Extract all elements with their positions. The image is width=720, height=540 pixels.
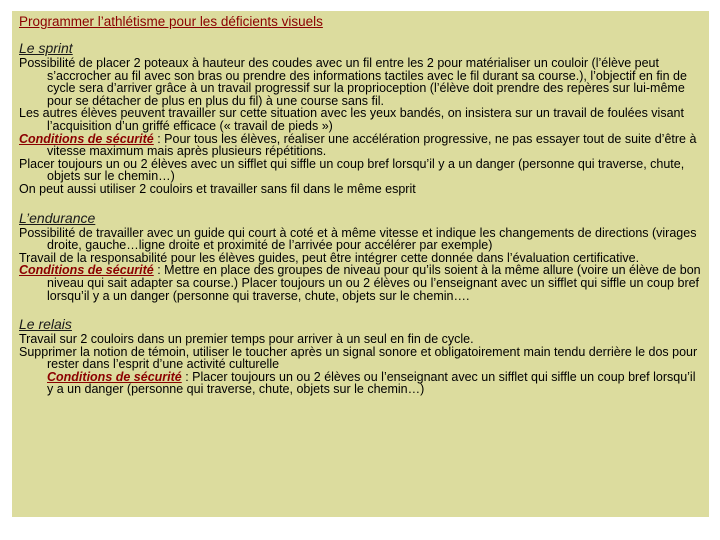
section-heading-endurance: L’endurance <box>19 209 96 226</box>
sprint-paragraph-1: Possibilité de placer 2 poteaux à hauteur des coudes avec un fil entre les 2 pour matérialiser un couloir (l’élève peut s’accrocher au fil avec son bras ou prendre des informations tactiles avec le fil durant sa course.), l’objectif en fin de cycle sera d’arriver grâce à un travail progressif sur la proprioception (l’élève doit prendre des repères sur lui-même pour se détacher de plus en plus du fil) à une course sans fil. <box>19 56 687 108</box>
sprint-safety-paragraph <box>19 133 701 158</box>
relais-safety-paragraph <box>19 371 701 396</box>
sprint-paragraph-4: Placer toujours un ou 2 élèves avec un sifflet qui siffle un coup bref lorsqu’il y a un danger (personne qui traverse, chute, objets sur le chemin…) <box>19 156 685 184</box>
sprint-paragraph-5: On peut aussi utiliser 2 couloirs et travailler sans fil dans le même esprit <box>19 181 416 196</box>
safety-text: : Mettre en place des groupes de niveau pour qu’ils soient à la même allure (voire un élève de bon niveau qui sait adapter sa course.) Placer toujours un ou 2 élèves ou l’enseignant avec un sifflet qui siffle un coup bref lorsqu’il y a un danger (personne qui traverse, chute, objets sur le chemin…. <box>47 263 701 303</box>
endurance-paragraph-2: Travail de la responsabilité pour les élèves guides, peut être intégrer cette donnée dans l’évaluation certificative. <box>19 250 640 265</box>
endurance-paragraph-1: Possibilité de travailler avec un guide qui court à coté et à même vitesse et indique les changements de directions (virages droite, gauche…ligne droite et proximité de l’arrivée pour accélérer par exemple) <box>19 225 697 253</box>
section-relais <box>19 316 701 396</box>
page-title: Programmer l’athlétisme pour les déficients visuels <box>19 14 323 29</box>
section-heading-sprint: Le sprint <box>19 40 73 56</box>
section-heading-relais: Le relais <box>19 316 72 333</box>
safety-label: Conditions de sécurité <box>19 131 154 146</box>
safety-label: Conditions de sécurité <box>47 369 182 384</box>
section-endurance <box>19 210 701 303</box>
safety-text: : Placer toujours un ou 2 élèves ou l’enseignant avec un sifflet qui siffle un coup bref lorsqu’il y a un danger (personne qui traverse, chute, objets sur le chemin…) <box>47 369 696 397</box>
relais-paragraph-1: Travail sur 2 couloirs dans un premier temps pour arriver à un seul en fin de cycle. <box>19 332 474 347</box>
slide <box>12 11 709 517</box>
safety-text: : Pour tous les élèves, réaliser une accélération progressive, ne pas essayer tout de suite d’être à vitesse maximum mais après plusieurs répétitions. <box>47 131 697 159</box>
relais-paragraph-2: Supprimer la notion de témoin, utiliser le toucher après un signal sonore et obligatoirement main tendu derrière le dos pour rester dans l’esprit d’une activité culturelle <box>19 344 698 372</box>
safety-label: Conditions de sécurité <box>19 263 154 278</box>
section-sprint <box>19 40 701 196</box>
endurance-safety-paragraph <box>19 264 701 302</box>
sprint-paragraph-2: Les autres élèves peuvent travailler sur cette situation avec les yeux bandés, on insistera sur un travail de foulées visant l’acquisition d’un griffé efficace (« travail de pieds ») <box>19 106 684 133</box>
